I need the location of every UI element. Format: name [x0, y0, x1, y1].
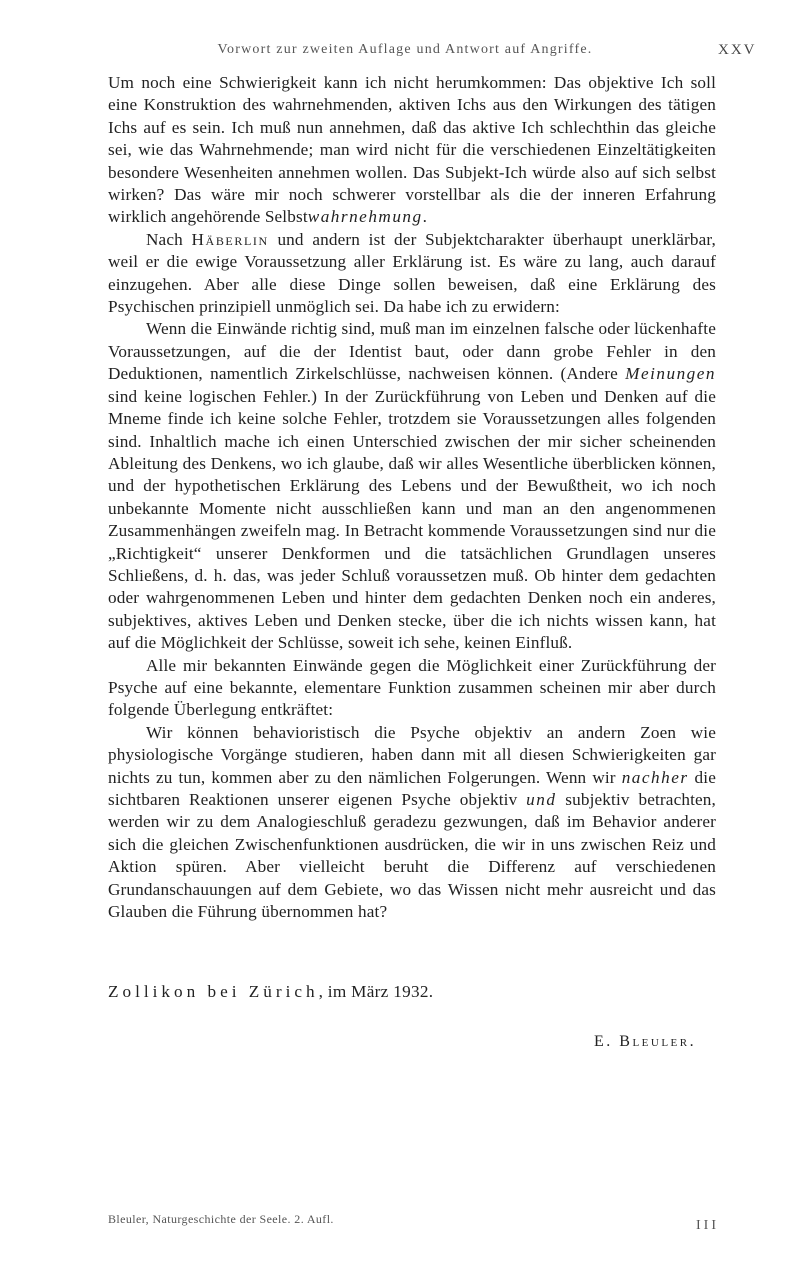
emphasis-text: wahrnehmung	[307, 207, 423, 227]
emphasis-text: nachher	[621, 767, 689, 787]
paragraph	[108, 655, 716, 722]
place-date-line	[108, 982, 433, 1002]
signature-mark: III	[696, 1218, 719, 1233]
small-caps-name: Häberlin	[191, 229, 269, 249]
text-run: .	[422, 207, 428, 227]
text-run: Wir können behavioristisch die Psyche objektiv an andern Zoen wie physiologische Vorgänge studieren, haben dann mit all diesen Schwierigkeiten gar nichts zu tun, kommen aber zu den nämlichen Folgerungen. Wenn wir	[108, 722, 716, 787]
text-run: sind keine logischen Fehler.) In der Zurückführung von Leben und Denken auf die Mneme finde ich keine solche Fehler, trotzdem sie Voraussetzungen alles folgenden sind. Inhaltlich mache ich einen Unterschied zwischen der mir sicher scheinenden Ableitung des Denkens, wo ich glaube, daß wir alles Wesentliche überblicken können, und der hypothetischen Erklärung des Lebens und der Bewußtheit, wo ich noch unbekannte Momente nicht ausschließen kann und man an den angenommenen Zusammenhängen zweifeln mag. In Betracht kommende Voraussetzungen sind nur die „Richtigkeit“ unserer Denkformen und die tatsächlichen Grundlagen unseres Schließens, d. h. das, was jeder Schluß voraussetzen muß. Ob hinter dem gedachten oder wahrgenommenen Leben und hinter dem gedachten Denken noch ein anderes, subjektives, aktives Leben und Denken stecke, über die ich nichts wissen kann, hat auf die Möglichkeit der Schlüsse, soweit ich sehe, keinen Einfluß.	[108, 386, 716, 653]
text-run: Um noch eine Schwierigkeit kann ich nicht herumkommen: Das objektive Ich soll eine Konstruktion des wahrnehmenden, aktiven Ichs aus den Wirkungen des tätigen Ichs auf es sein. Ich muß nun annehmen, daß das aktive Ich schlechthin das gleiche sei, wie das Wahrnehmende; man wird nicht für die verschiedenen Einzeltätigkeiten besondere Wesenheiten annehmen wollen. Das Subjekt-Ich würde also auf sich selbst wirken? Das wäre mir noch schwerer vorstellbar als die der inneren Erfahrung wirklich angehörende Selbst	[108, 73, 716, 227]
text-run: subjektiv betrachten, werden wir zu dem Analogieschluß geradezu gezwungen, daß im Behavior anderer sich die gleichen Zwischenfunktionen ausdrücken, die wir in uns zwischen Reiz und Aktion spüren. Aber vielleicht beruht die Differenz auf verschiedenen Grundanschauungen auf dem Gebiete, wo das Wissen nicht mehr ausreicht und das Glauben die Führung übernommen hat?	[108, 790, 716, 922]
date-text: , im März 1932.	[318, 982, 434, 1001]
footer-note: Bleuler, Naturgeschichte der Seele. 2. Aufl.	[108, 1212, 334, 1226]
text-run: und andern ist der Subjektcharakter überhaupt unerklärbar, weil er die ewige Voraussetzung aller Erklärung ist. Es wäre zu lang, auch darauf einzugehen. Aber alle diese Dinge sollen beweisen, daß eine Erklärung des Psychischen prinzipiell unmöglich sei. Da habe ich zu erwidern:	[108, 229, 717, 317]
paragraph	[108, 72, 716, 229]
paragraph	[108, 318, 716, 654]
emphasis-text: und	[526, 790, 557, 809]
running-head: Vorwort zur zweiten Auflage und Antwort auf Angriffe.	[217, 42, 593, 57]
text-run: Wenn die Einwände richtig sind, muß man im einzelnen falsche oder lückenhafte Voraussetzungen, auf die der Identist baut, oder dann grobe Fehler in den Deduktionen, namentlich Zirkelschlüsse, nachweisen können. (Andere	[108, 319, 716, 384]
paragraph	[108, 722, 716, 924]
text-run: die sichtbaren Reaktionen unserer eigenen Psyche objektiv	[108, 767, 716, 809]
author-signature: E. Bleuler.	[594, 1033, 697, 1050]
emphasis-text: Meinungen	[625, 364, 716, 384]
paragraph	[108, 229, 716, 319]
place-name: Zollikon bei Zürich	[108, 982, 319, 1001]
page-number: XXV	[718, 42, 757, 58]
body-text	[108, 72, 716, 923]
text-run: Alle mir bekannten Einwände gegen die Möglichkeit einer Zurückführung der Psyche auf eine bekannte, elementare Funktion zusammen scheinen mir aber durch folgende Überlegung entkräftet:	[108, 655, 716, 720]
text-run: Nach	[146, 229, 192, 249]
